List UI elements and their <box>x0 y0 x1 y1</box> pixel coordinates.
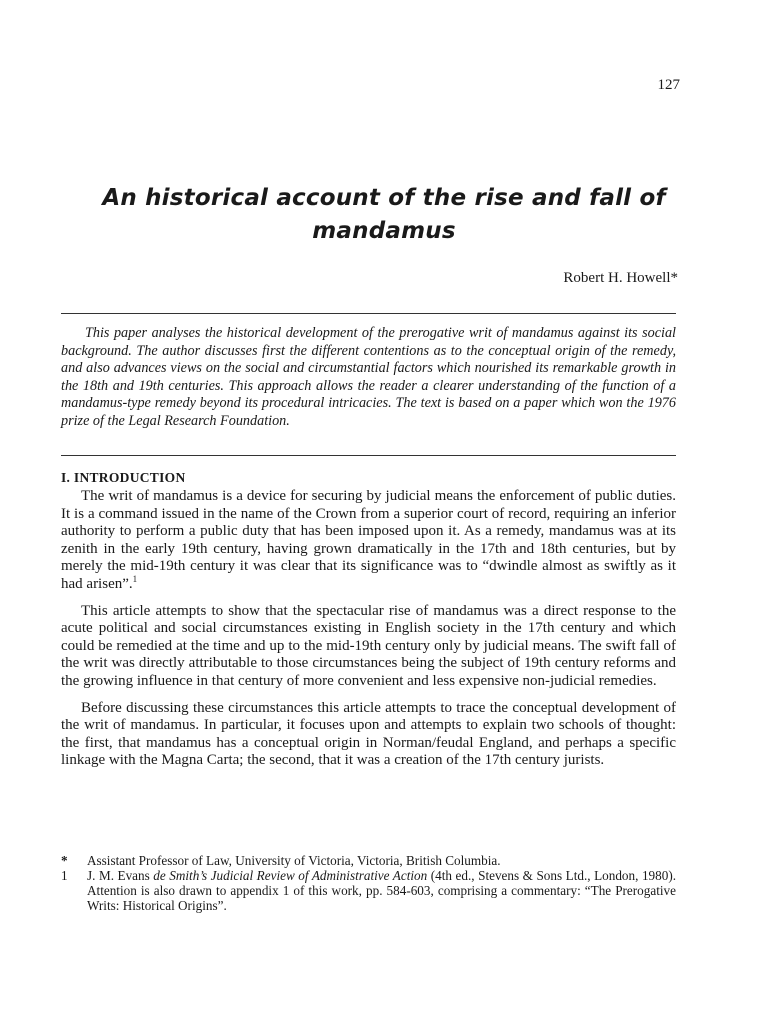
footnote-reference-1: 1 <box>132 573 138 584</box>
footnote-1-text <box>87 868 676 913</box>
page-number: 127 <box>657 77 680 93</box>
footnotes <box>61 853 676 913</box>
footnote-1-mark: 1 <box>61 868 68 883</box>
footnote-1-book-title: de Smith’s Judicial Review of Administrative Action <box>153 868 428 883</box>
footnote-1 <box>61 868 676 913</box>
body-text <box>61 488 676 779</box>
section-heading-introduction: I. INTRODUCTION <box>61 470 186 485</box>
footnote-1-rest: (4th ed., Stevens & Sons Ltd., London, 1980). Attention is also drawn to appendix 1 of this work, pp. 584-603, comprising a commentary: “The Prerogative Writs: Historical Origins”. <box>87 868 677 913</box>
footnote-star-text: Assistant Professor of Law, University of Victoria, Victoria, British Columbia. <box>87 853 501 868</box>
article-title: An historical account of the rise and fall of mandamus <box>102 185 666 244</box>
abstract-top-rule <box>61 313 676 314</box>
abstract-bottom-rule <box>61 455 676 456</box>
paragraph-3: Before discussing these circumstances this article attempts to trace the conceptual development of the writ of mandamus. In particular, it focuses upon and attempts to explain two schools of thought: the first, that mandamus has a conceptual origin in Norman/feudal England, and perhaps a specific linkage with the Magna Carta; the second, that it was a creation of the 17th century jurists. <box>61 699 676 769</box>
abstract: This paper analyses the historical development of the prerogative writ of mandamus against its social background. The author discusses first the different contentions as to the conceptual origin of the remedy, and also advances views on the social and circumstantial factors which nourished its remarkable growth in the 18th and 19th centuries. This approach allows the reader a clearer understanding of the function of a mandamus-type remedy beyond its procedural intricacies. The text is based on a paper which won the 1976 prize of the Legal Research Foundation. <box>61 325 676 429</box>
paragraph-1 <box>61 488 676 594</box>
footnote-star <box>61 853 676 868</box>
paragraph-1-text: The writ of mandamus is a device for securing by judicial means the enforcement of public duties. It is a command issued in the name of the Crown from a superior court of record, requiring an inferior authority to perform a public duty that has been imposed upon it. As a remedy, mandamus was at its zenith in the early 19th century, having grown dramatically in the 17th and 18th centuries, but by merely the mid-19th century it was clear that its significance was to “dwindle almost as swiftly as it had arisen”. <box>61 488 676 592</box>
footnote-1-lead: J. M. Evans <box>87 868 154 883</box>
paragraph-2: This article attempts to show that the spectacular rise of mandamus was a direct response to the acute political and social circumstances existing in English society in the 17th century and which could be remedied at the time and up to the mid-19th century only by judicial means. The swift fall of the writ was directly attributable to those circumstances being the subject of 19th century reforms and the growing influence in that century of more convenient and less expensive non-judicial remedies. <box>61 602 676 689</box>
author-name: Robert H. Howell* <box>563 270 678 286</box>
footnote-star-mark: * <box>61 853 68 868</box>
